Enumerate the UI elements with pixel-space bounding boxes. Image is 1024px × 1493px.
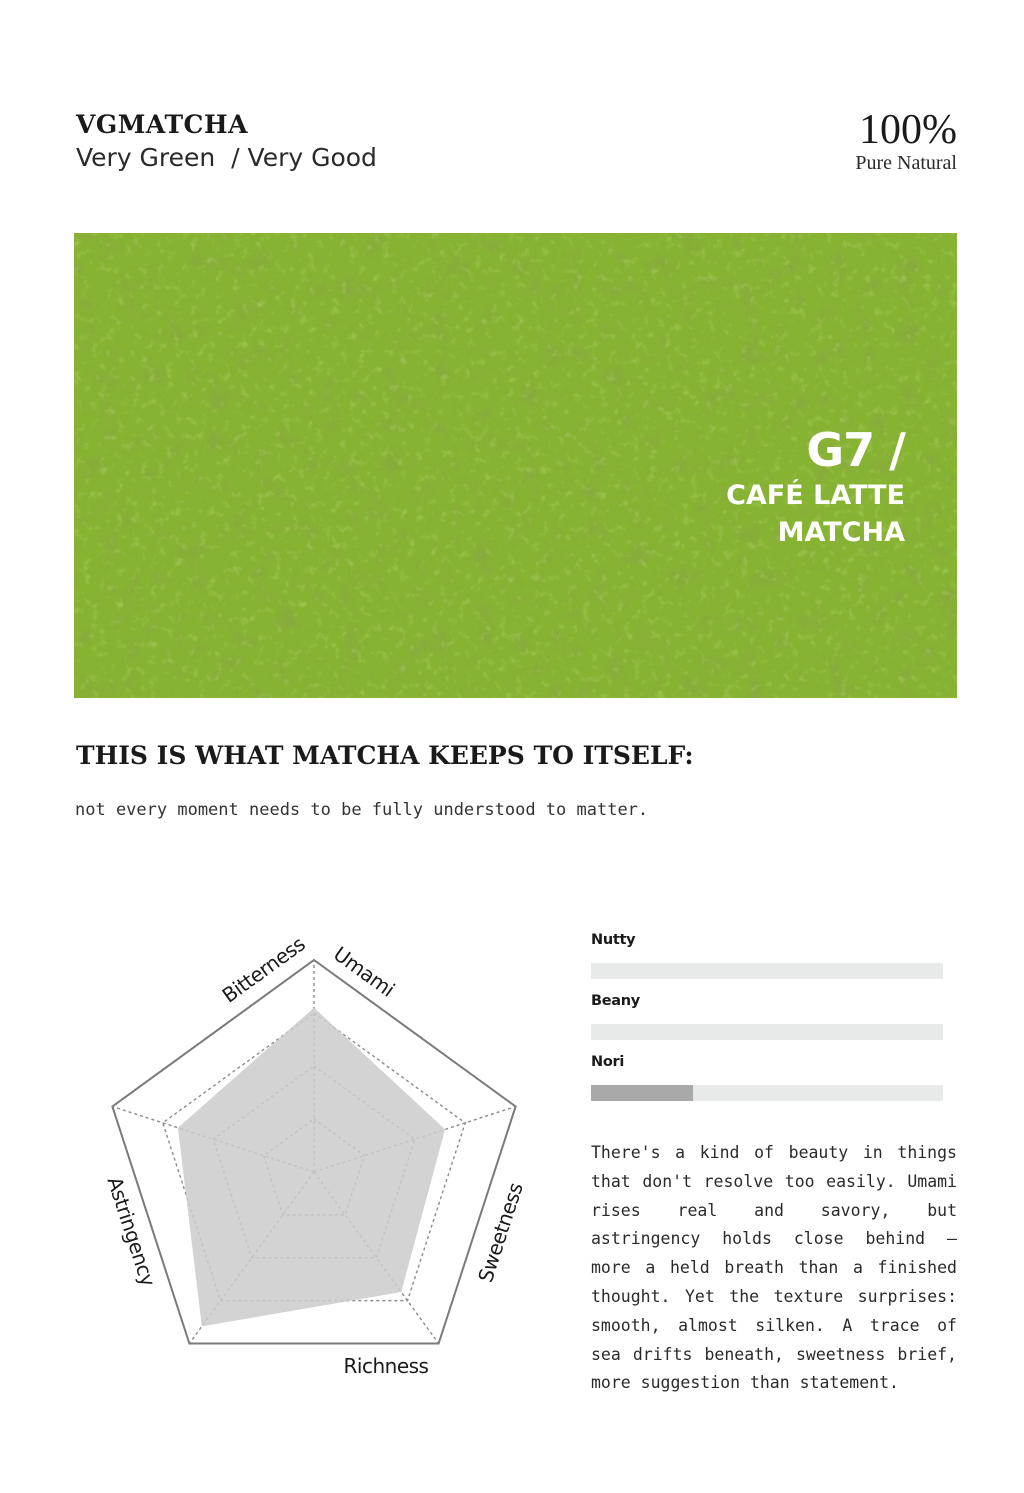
flavor-note-label: Nori: [591, 1054, 625, 1070]
brand-tagline: Very Green / Very Good: [76, 143, 377, 172]
flavor-note-fill: [591, 1085, 693, 1101]
radar-axis-label: Sweetness: [473, 1179, 528, 1286]
flavor-note-track: [591, 1085, 943, 1101]
flavor-note-track: [591, 963, 943, 979]
radar-data-area: [178, 1008, 445, 1327]
radar-axis-label: Umami: [329, 941, 399, 1002]
product-name-line1: CAFÉ LATTE: [726, 480, 905, 511]
brand-name: VGMATCHA: [76, 110, 248, 139]
product-name: [605, 477, 905, 551]
hero-matcha-image: [74, 233, 957, 698]
flavor-note-track: [591, 1024, 943, 1040]
flavor-radar-chart: [90, 930, 550, 1380]
radar-axis-label: Astringency: [102, 1173, 161, 1289]
purity-label: Pure Natural: [855, 152, 957, 174]
purity-value: 100%: [859, 107, 957, 153]
flavor-note-label: Beany: [591, 993, 640, 1009]
flavor-note-label: Nutty: [591, 932, 636, 948]
section-subline: not every moment needs to be fully understood to matter.: [75, 800, 649, 820]
product-code: G7 /: [806, 423, 905, 477]
radar-axis-label: Richness: [343, 1354, 429, 1379]
section-headline: THIS IS WHAT MATCHA KEEPS TO ITSELF:: [76, 741, 694, 770]
flavor-notes: [591, 932, 943, 1115]
radar-axis-label: Bitterness: [217, 931, 310, 1008]
flavor-description: There's a kind of beauty in things that don't resolve too easily. Umami rises real and savory, but astringency holds close behind — more a held breath than a finished thought. Yet the texture surprises: smooth, almost silken. A trace of sea drifts beneath, sweetness brief, more suggestion than statement.: [591, 1143, 957, 1393]
product-name-line2: MATCHA: [777, 517, 905, 548]
